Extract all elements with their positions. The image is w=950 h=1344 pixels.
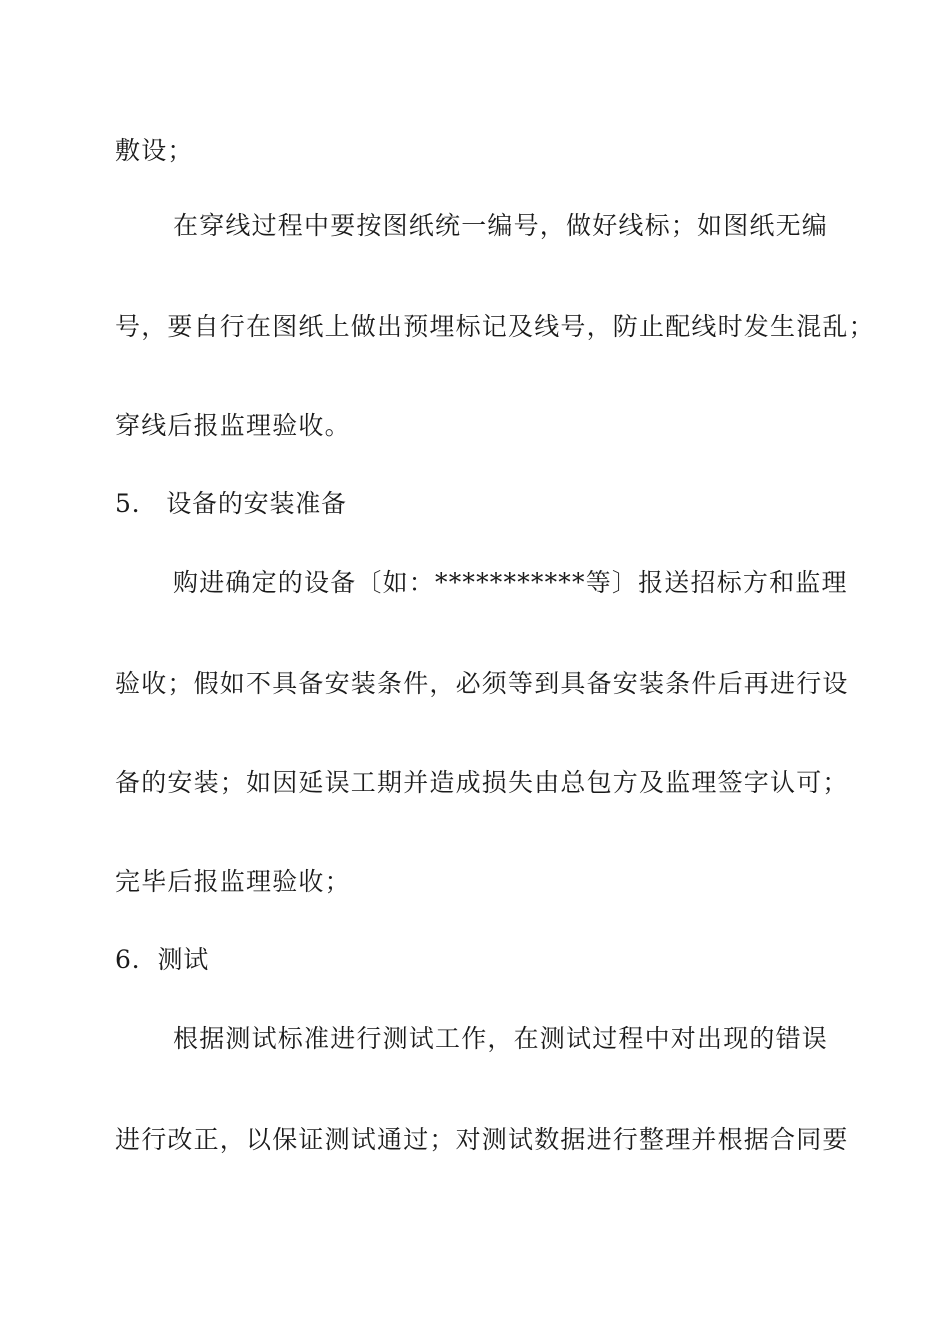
paragraph-line: 进行改正，以保证测试通过；对测试数据进行整理并根据合同要 xyxy=(115,1125,849,1154)
paragraph-line: 备的安装；如因延误工期并造成损失由总包方及监理签字认可； xyxy=(115,768,849,797)
paragraph-line: 验收；假如不具备安装条件，必须等到具备安装条件后再进行设 xyxy=(115,669,849,698)
section-heading: 6．测试 xyxy=(115,945,210,974)
paragraph-line: 敷设； xyxy=(115,136,194,165)
paragraph-line: 完毕后报监理验收； xyxy=(115,867,351,896)
paragraph-line: 根据测试标准进行测试工作，在测试过程中对出现的错误 xyxy=(173,1024,829,1053)
paragraph-line: 号，要自行在图纸上做出预埋标记及线号，防止配线时发生混乱； xyxy=(115,312,875,341)
paragraph-line: 购进确定的设备〔如：***********等〕报送招标方和监理 xyxy=(173,568,848,597)
paragraph-line: 穿线后报监理验收。 xyxy=(115,411,351,440)
section-heading: 5． 设备的安装准备 xyxy=(115,489,347,518)
paragraph-line: 在穿线过程中要按图纸统一编号，做好线标；如图纸无编 xyxy=(173,211,829,240)
